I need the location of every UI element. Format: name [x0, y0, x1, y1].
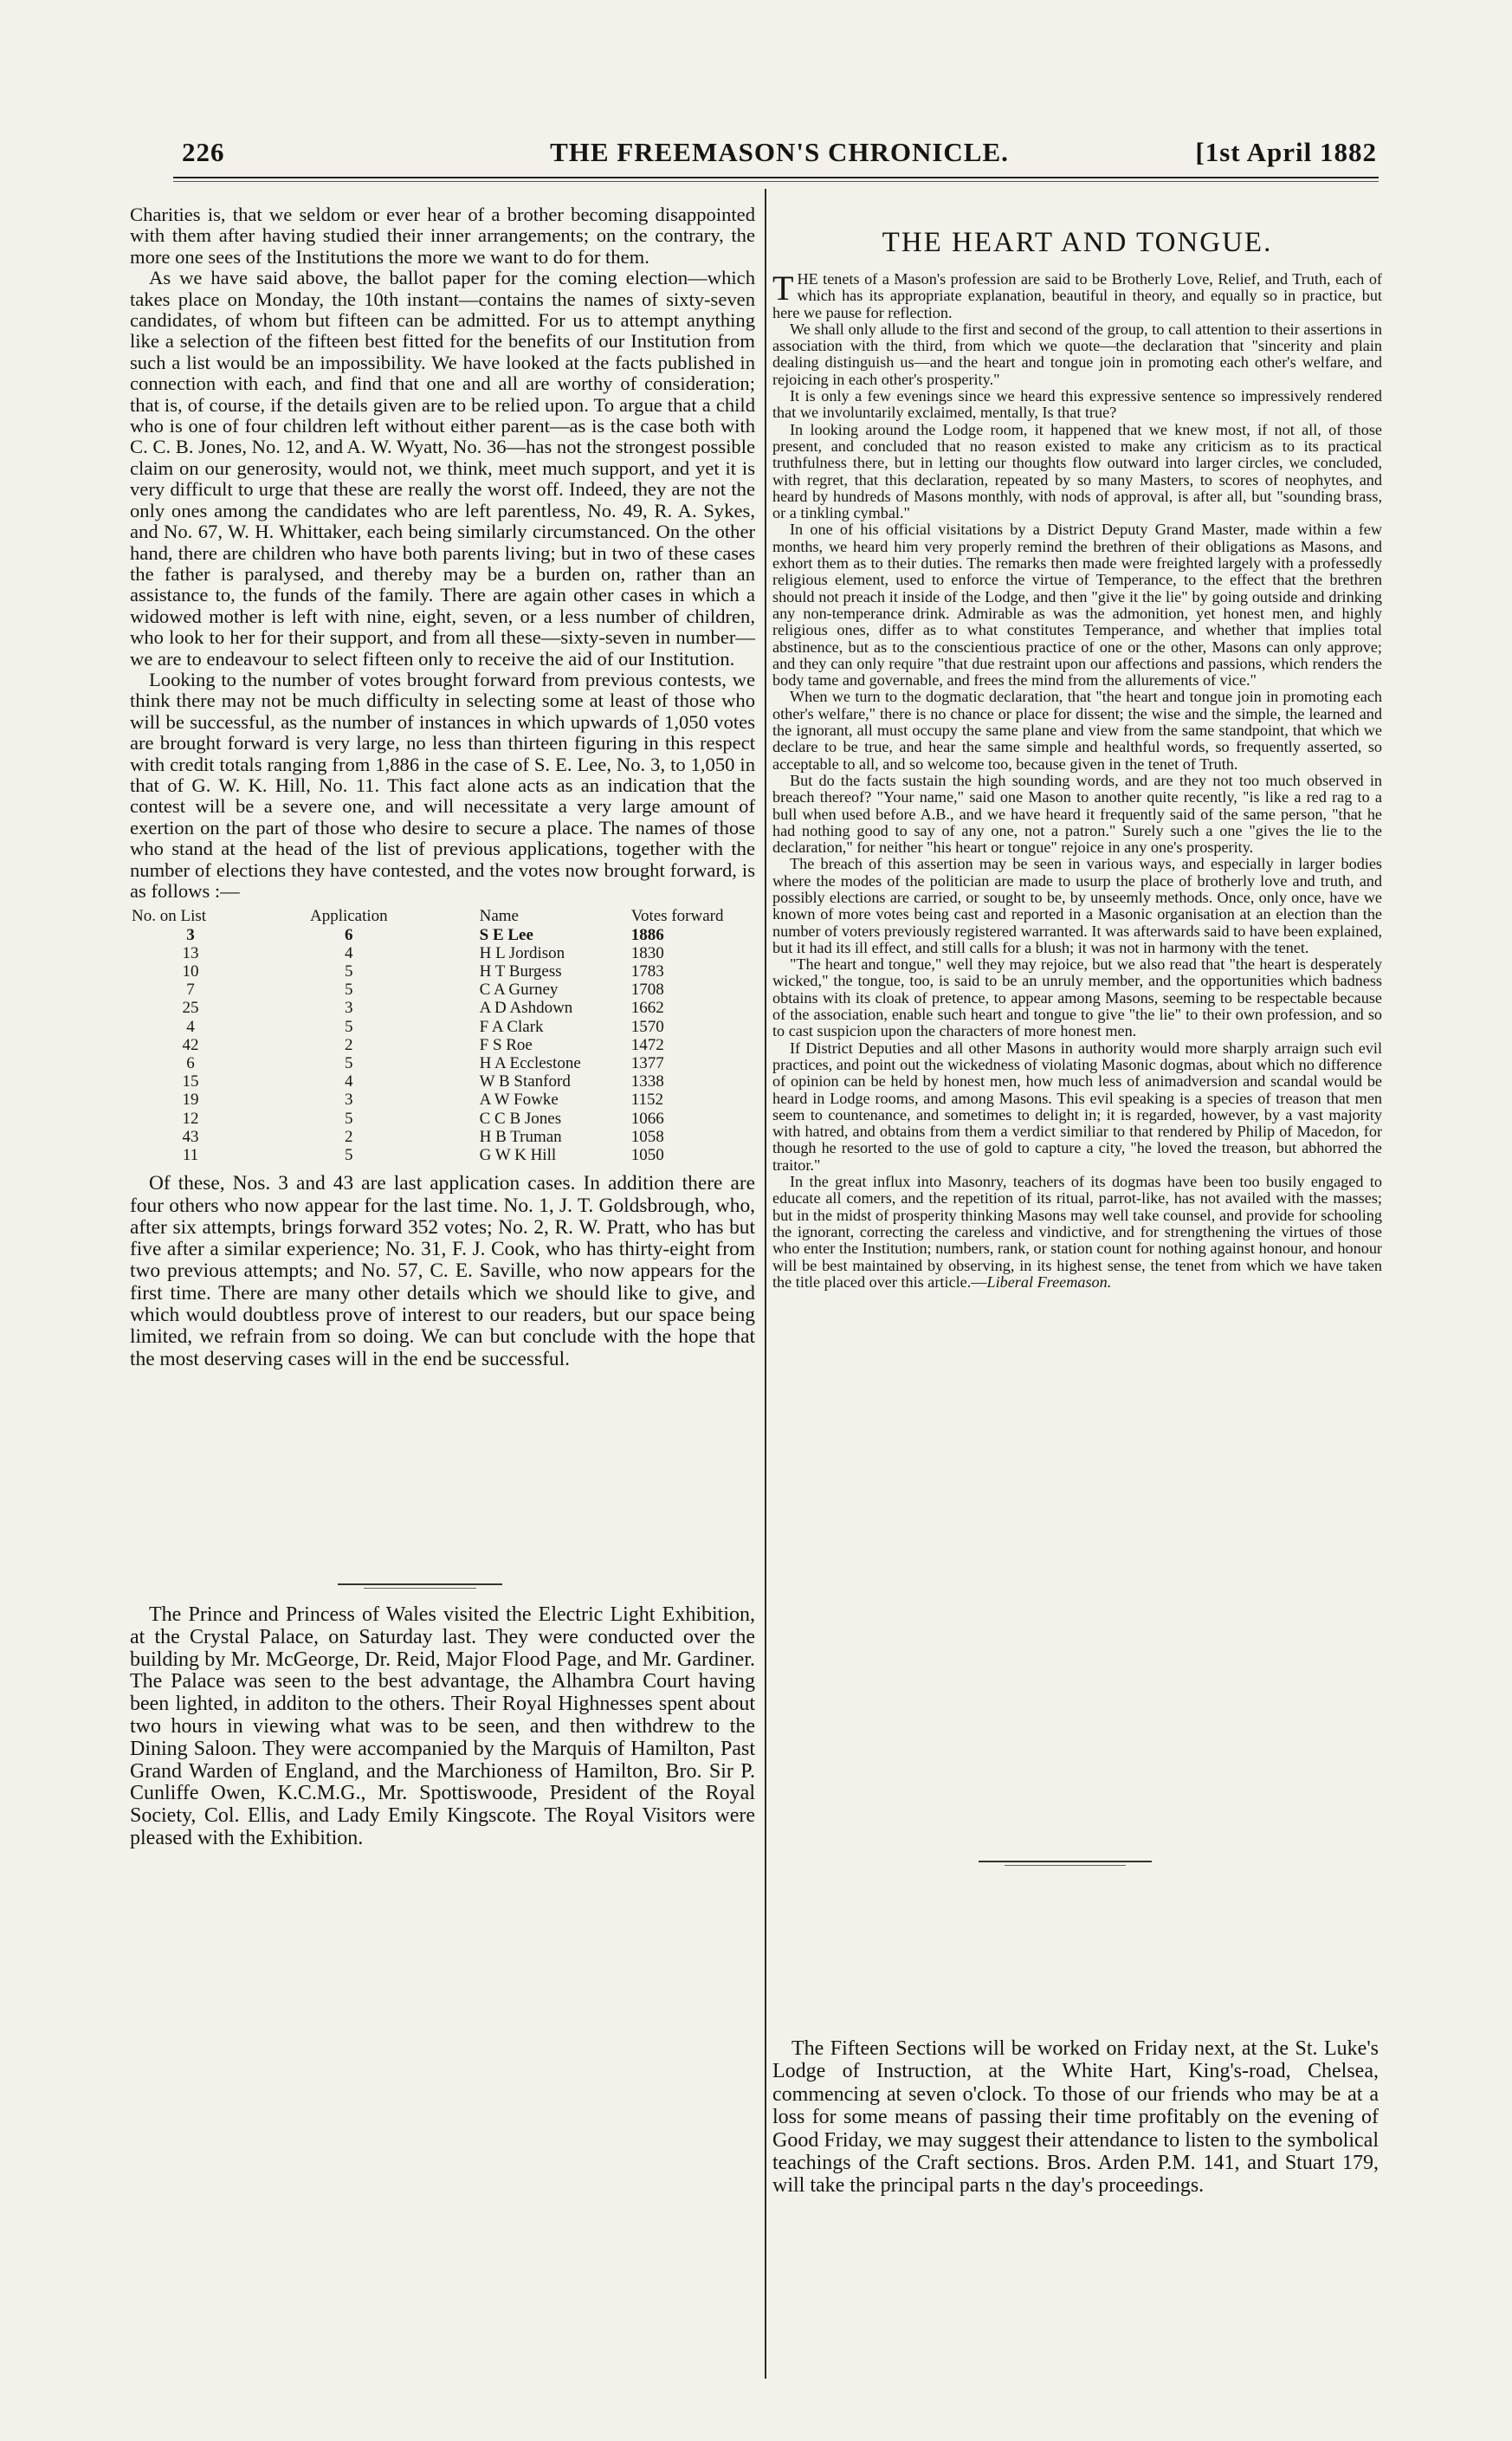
column-divider: [765, 189, 766, 2379]
table-row: [132, 999, 729, 1017]
page-header: [182, 137, 1377, 180]
article-paragraph: But do the facts sustain the high sounding words, and are they not too much observed in breach thereof? "Your name," said one Mason to another quite recently, "is like a red rag to a bull when used before A.B., and we have heard it frequently said of the same person, "that he had nothing good to say of any one, not a patron." Surely such a one "gives the lie to the declaration," for neither "his heart or tongue" rejoice in any one's prosperity.: [772, 771, 1382, 857]
cell-application: 2: [344, 1035, 353, 1054]
drop-cap: T: [772, 269, 794, 308]
article-title: THE HEART AND TONGUE.: [882, 227, 1273, 258]
cell-no: 13: [182, 943, 199, 962]
cell-no: 7: [186, 981, 195, 1000]
cell-application: 5: [344, 1146, 353, 1165]
cell-no: 25: [182, 999, 199, 1018]
cell-no: 42: [182, 1035, 199, 1054]
article-paragraph-final: [772, 1174, 1382, 1291]
section-separator-thin: [364, 1588, 476, 1589]
cell-name: C C B Jones: [479, 1109, 562, 1128]
table-row: [132, 1091, 729, 1109]
cell-no: 19: [182, 1091, 199, 1110]
left-column: [130, 204, 755, 1370]
article-paragraph: "The heart and tongue," well they may rejoice, but we also read that "the heart is desperately wicked," the tongue, too, is said to be an unruly member, and the opportunities which badness obtains with its cloak of pretence, to appear among Masons, seeming to be respectable because of the association, enable such heart and tongue to give "the lie" to their own profession, and so to cast suspicion upon the characters of more honest men.: [772, 955, 1382, 1040]
table-row: [132, 981, 729, 999]
cell-application: 5: [344, 981, 353, 1000]
table-row: [132, 926, 729, 944]
cell-no: 6: [186, 1054, 195, 1073]
article-body: [772, 271, 1382, 1291]
cell-votes: 1338: [630, 1072, 664, 1091]
table-row: [132, 944, 729, 962]
article-signoff: Liberal Freemason.: [986, 1272, 1112, 1291]
article-paragraph: It is only a few evenings since we heard this expressive sentence so impressively rendered that we involuntarily exclaimed, mentally, Is that true?: [772, 387, 1382, 422]
paragraph-votes: Looking to the number of votes brought forward from previous contests, we think there may not be much difficulty in selecting some at least of those who will be successful, as the number of instances in which upwards of 1,050 votes are brought forward is very large, no less than thirteen figuring in this respect with credit totals ranging from 1,886 in the case of S. E. Lee, No. 3, to 1,050 in that of G. W. K. Hill, No. 11. This fact alone acts as an indication that the contest will be a severe one, and will necessitate a very large amount of exertion on the part of those who desire to secure a place. The names of those who stand at the head of the list of previous applications, together with the number of elections they have contested, and the votes now brought forward, is as follows :—: [130, 668, 755, 902]
cell-no: 10: [182, 962, 199, 981]
cell-application: 4: [344, 943, 353, 962]
cell-application: 5: [344, 962, 353, 981]
cell-no: 15: [182, 1072, 199, 1091]
table-row: [132, 1018, 729, 1036]
notice-fifteen-sections: [772, 2037, 1379, 2198]
right-column: [772, 204, 1382, 1291]
cell-application: 3: [344, 1091, 353, 1110]
cell-votes: 1708: [630, 981, 664, 1000]
cell-application: 4: [344, 1072, 353, 1091]
cell-application: 3: [344, 999, 353, 1018]
table-row: [132, 1146, 729, 1164]
cell-votes: 1152: [630, 1091, 663, 1110]
article-paragraph: We shall only allude to the first and second of the group, to call attention to their assertions in association with the third, from which we quote—the declaration that "sincerity and plain dealing distinguish us—and the heart and tongue join in promoting each other's welfare, and rejoicing in each other's prosperity.": [772, 320, 1382, 388]
cell-votes: 1377: [630, 1054, 664, 1073]
cell-application: 5: [344, 1054, 353, 1073]
cell-name: F S Roe: [479, 1035, 533, 1054]
cell-name: H L Jordison: [479, 943, 565, 962]
cell-votes: 1570: [630, 1017, 664, 1036]
cell-name: W B Stanford: [479, 1072, 571, 1091]
issue-date: [1st April 1882: [1195, 137, 1377, 167]
left-column-lower: [130, 1604, 755, 1850]
paragraph-last-applications: Of these, Nos. 3 and 43 are last application cases. In addition there are four others who now appear for the last time. No. 1, J. T. Goldsbrough, who, after six attempts, brings forward 352 votes; No. 2, R. W. Pratt, who has but five after a similar experience; No. 31, F. J. Cook, who has thirty-eight from two previous attempts; and No. 57, C. E. Saville, who now appears for the first time. There are many other details which we should like to give, and which would doubtless prove of interest to our readers, but our space being limited, we refrain from so doing. We can but conclude with the hope that the most deserving cases will in the end be successful.: [130, 1172, 755, 1370]
cell-name: H B Truman: [479, 1127, 562, 1146]
article-paragraph: In one of his official visitations by a District Deputy Grand Master, made within a few months, we heard him very properly remind the brethren of their obligations as Masons, and exhort them as to their duties. The remarks then made were freighted largely with a professedly religious element, used to enforce the virtue of Temperance, to the effect that the brethren should not preach it inside of the Lodge, and then "give it the lie" by going outside and drinking any non-temperance drink. Admirable as was the admonition, yet honest men, and highly religious ones, differ as to what constitutes Temperance, and whether that implies total abstinence, but as to the conscientious practice of one or the other, Masons can only approve; and they can only require "that due restraint upon our affections and passions, which renders the body tame and governable, and frees the mind from the allurements of vice.": [772, 521, 1382, 690]
table-row: [132, 1036, 729, 1054]
cell-application: 5: [344, 1109, 353, 1128]
cell-name: A D Ashdown: [479, 999, 573, 1018]
notice-paragraph: The Fifteen Sections will be worked on Friday next, at the St. Luke's Lodge of Instruction, at the White Hart, King's-road, Chelsea, commencing at seven o'clock. To those of our friends who may be at a loss for some means of passing their time profitably on the evening of Good Friday, we may suggest their attendance to listen to the symbolical teachings of the Craft sections. Bros. Arden P.M. 141, and Stuart 179, will take the principal parts n the day's proceedings.: [772, 2037, 1379, 2198]
cell-application: 5: [344, 1017, 353, 1036]
col-header-application: Application: [309, 907, 388, 926]
col-header-no: No. on List: [132, 907, 207, 926]
article-paragraph: If District Deputies and all other Masons in authority would more sharply arraign such evil practices, and point out the wickedness of violating Masonic dogmas, about which no difference of opinion can be held by honest men, how much less of animadversion and scandal would be heard in Lodge rooms, and among Masons. This evil speaking is a species of treason that men seem to countenance, and sometimes to delight in; it is regarded, however, by a vast majority with hatred, and obtains from them a verdict similiar to that rendered by Philip of Macedon, for though he resorted to the use of gold to capture a city, "he loved the treason, but abhorred the traitor.": [772, 1039, 1382, 1174]
page-number: 226: [182, 137, 225, 167]
article-paragraph: In looking around the Lodge room, it happened that we knew most, if not all, of those present, and concluded that no reason existed to make any criticism as to its practical truthfulness there, but in letting our thoughts flow outward into larger circles, we concluded, with regret, that this declaration, repeated by so many Masters, to scores of neophytes, and heard by hundreds of Masons monthly, with nods of approval, is after all, but "sounding brass, or a tinkling cymbal.": [772, 420, 1382, 522]
table-row: [132, 1072, 729, 1091]
paragraph-prince-of-wales: The Prince and Princess of Wales visited the Electric Light Exhibition, at the Crystal Palace, on Saturday last. They were conducted over the building by Mr. McGeorge, Dr. Reid, Major Flood Page, and Mr. Gardiner. The Palace was seen to the best advantage, the Alhambra Court having been lighted, in additon to the others. Their Royal Highnesses spent about two hours in viewing what was to be seen, and then withdrew to the Dining Saloon. They were accompanied by the Marquis of Hamilton, Past Grand Warden of England, and the Marchioness of Hamilton, Bro. Sir P. Cunliffe Owen, K.C.M.G., Mr. Spottiswoode, President of the Royal Society, Col. Ellis, and Lady Emily Kingscote. The Royal Visitors were pleased with the Exhibition.: [130, 1603, 755, 1849]
cell-application: 2: [344, 1127, 353, 1146]
cell-name: A W Fowke: [479, 1091, 559, 1110]
table-row: [132, 1110, 729, 1128]
article-paragraph: The breach of this assertion may be seen in various ways, and especially in larger bodies where the modes of the politician are made to usurp the place of brotherly love and truth, and possibly elections are carried, or sought to be, by unseemly methods. Once, only once, have we known of more votes being cast and reported in a Masonic organisation at an election than the number of voters previously registered warranted. It was afterwards said to have been explained, but it had its ill effect, and still calls for a blush; it was not in harmony with the tenet.: [772, 855, 1382, 956]
cell-votes: 1472: [630, 1035, 664, 1054]
cell-votes: 1783: [630, 962, 664, 981]
paragraph-charities: Charities is, that we seldom or ever hear of a brother becoming disappointed with them after having studied their inner arrangements; on the contrary, the more one sees of the Institutions the more we want to do for them.: [130, 204, 755, 268]
votes-table: [132, 907, 729, 1164]
cell-name: G W K Hill: [479, 1146, 557, 1165]
section-separator: [338, 1583, 502, 1585]
cell-name: H A Ecclestone: [479, 1054, 581, 1073]
section-separator: [979, 1861, 1152, 1862]
cell-name: S E Lee: [479, 925, 533, 944]
col-header-votes: Votes forward: [630, 907, 724, 926]
cell-application: 6: [344, 925, 353, 944]
cell-votes: 1886: [630, 925, 664, 944]
table-row: [132, 1054, 729, 1072]
table-row: [132, 962, 729, 981]
cell-no: 11: [182, 1146, 199, 1165]
header-rule: [173, 177, 1379, 178]
article-paragraph-text: In the great influx into Masonry, teachers of its dogmas have been too busily engaged to educate all comers, and the repetition of its ritual, parrot-like, has not availed with the masses; but in the midst of prosperity thinking Masons may well take counsel, and provide for schooling the ignorant, correcting the careless and vindictive, and for strengthening the virtues of those who enter the Institution; numbers, rank, or station count for nothing against honour, and honour will be best maintained by observing, in its highest sense, the tenet from which we have taken the title placed over this article.—: [772, 1173, 1382, 1291]
votes-table-header: [132, 907, 729, 925]
col-header-name: Name: [479, 907, 519, 926]
table-row: [132, 1128, 729, 1146]
section-separator-thin: [1005, 1865, 1126, 1866]
cell-votes: 1662: [630, 999, 664, 1018]
publication-title: THE FREEMASON'S CHRONICLE.: [550, 137, 1009, 167]
paragraph-ballot: As we have said above, the ballot paper for the coming election—which takes place on Monday, the 10th instant—contains the names of sixty-seven candidates, of whom but fifteen can be admitted. For us to attempt anything like a selection of the fifteen best fitted for the benefits of our Institution from such a list would be an impossibility. We have looked at the facts published in connection with each, and find that one and all are worthy of consideration; that is, of course, if the details given are to be relied upon. To argue that a child who is one of four children left without either parent—as is the case both with C. C. B. Jones, No. 12, and A. W. Wyatt, No. 36—has not the strongest possible claim on our generosity, would not, we think, meet much support, and yet it is very difficult to urge that these are really the worst off. Indeed, they are not the only ones among the candidates who are left parentless, No. 49, R. A. Sykes, and No. 67, W. H. Whittaker, each being similarly circumstanced. On the other hand, there are children who have both parents living; but in two of these cases the father is paralysed, and thereby may be a burden on, rather than an assistance to, the funds of the family. There are again other cases in which a widowed mother is left with nine, eight, seven, or a less number of children, who look to her for their support, and from all these—sixty-seven in number—we are to endeavour to select fifteen only to receive the aid of our Institution.: [130, 267, 755, 670]
cell-no: 4: [186, 1017, 195, 1036]
cell-no: 43: [182, 1127, 199, 1146]
article-paragraph-text: HE tenets of a Mason's profession are said to be Brotherly Love, Relief, and Truth, each of which has its appropriate explanation, beautiful in theory, and equally so in practice, but here we pause for reflection.: [772, 270, 1382, 321]
cell-votes: 1830: [630, 943, 664, 962]
cell-votes: 1058: [630, 1127, 664, 1146]
cell-no: 3: [186, 925, 195, 944]
article-paragraph: When we turn to the dogmatic declaration, that "the heart and tongue join in promoting each other's welfare," there is no chance or place for dissent; the wise and the simple, the learned and the ignorant, all must occupy the same plane and view from the same standpoint, that which we declare to be true, and hear the same simple and healthful words, so frequently asserted, so acceptable to all, and so welcome too, because given in the tenet of Truth.: [772, 688, 1382, 773]
cell-votes: 1050: [630, 1146, 664, 1165]
cell-votes: 1066: [630, 1109, 664, 1128]
cell-name: F A Clark: [479, 1017, 544, 1036]
cell-no: 12: [182, 1109, 199, 1128]
article-paragraph: [772, 271, 1382, 321]
header-rule-thin: [173, 181, 1379, 182]
cell-name: C A Gurney: [479, 981, 559, 1000]
cell-name: H T Burgess: [479, 962, 562, 981]
